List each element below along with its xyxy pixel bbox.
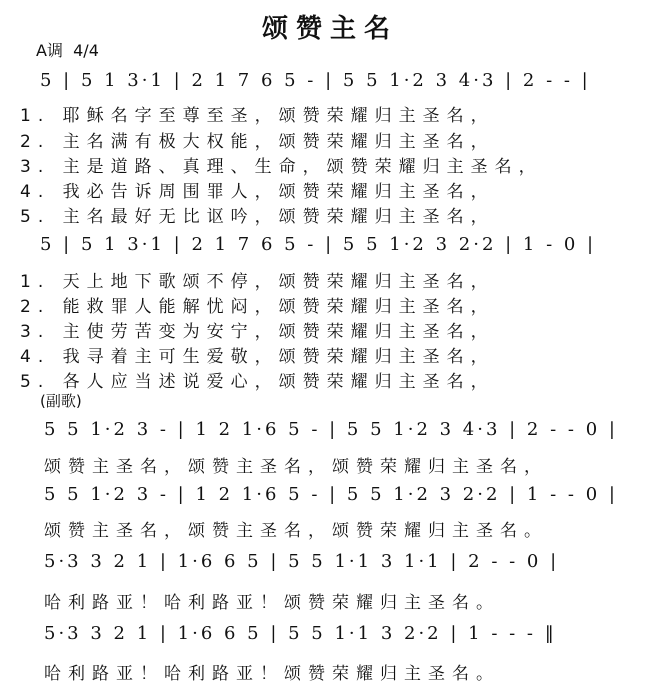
lyric-line: 1. 耶稣名字至尊至圣，颂赞荣耀归主圣名，: [20, 106, 495, 126]
chorus-lyric-3: 哈利路亚！哈利路亚！颂赞荣耀归主圣名。: [44, 593, 500, 613]
lyric-line: 3. 主是道路、真理、生命，颂赞荣耀归主圣名，: [20, 157, 543, 177]
key-signature: A调 4/4: [36, 41, 99, 60]
lyric-line: 1. 天上地下歌颂不停，颂赞荣耀归主圣名，: [20, 272, 495, 292]
chorus-melody-2: 5 5 1·2 3 - | 1 2 1·6 5 - | 5 5 1·2 3 2·2 | 1 - - 0 |: [44, 484, 618, 505]
chorus-melody-4: 5·3 3 2 1 | 1·6 6 5 | 5 5 1·1 3 2·2 | 1 - - - ‖: [44, 623, 557, 644]
lyric-line: 2. 能救罪人能解忧闷，颂赞荣耀归主圣名，: [20, 297, 495, 317]
lyric-line: 4. 我寻着主可生爱敬，颂赞荣耀归主圣名，: [20, 347, 495, 367]
lyric-line: 3. 主使劳苦变为安宁，颂赞荣耀归主圣名，: [20, 322, 495, 342]
melody-line-1: 5 | 5 1 3·1 | 2 1 7 6 5 - | 5 5 1·2 3 4·3 | 2 - - |: [40, 70, 591, 91]
song-title: 颂赞主名: [261, 14, 398, 44]
lyric-line: 5. 各人应当述说爱心，颂赞荣耀归主圣名，: [20, 372, 495, 392]
chorus-melody-3: 5·3 3 2 1 | 1·6 6 5 | 5 5 1·1 3 1·1 | 2 - - 0 |: [44, 551, 560, 572]
lyric-line: 2. 主名满有极大权能，颂赞荣耀归主圣名，: [20, 132, 495, 152]
chorus-label: (副歌): [40, 392, 82, 410]
chorus-lyric-1: 颂赞主圣名，颂赞主圣名，颂赞荣耀归主圣名，: [44, 457, 548, 477]
chorus-lyric-2: 颂赞主圣名，颂赞主圣名，颂赞荣耀归主圣名。: [44, 521, 548, 541]
chorus-lyric-4: 哈利路亚！哈利路亚！颂赞荣耀归主圣名。: [44, 664, 500, 684]
lyric-line: 5. 主名最好无比讴吟，颂赞荣耀归主圣名，: [20, 207, 495, 227]
lyric-line: 4. 我必告诉周围罪人，颂赞荣耀归主圣名，: [20, 182, 495, 202]
melody-line-2: 5 | 5 1 3·1 | 2 1 7 6 5 - | 5 5 1·2 3 2·2 | 1 - 0 |: [40, 234, 597, 255]
chorus-melody-1: 5 5 1·2 3 - | 1 2 1·6 5 - | 5 5 1·2 3 4·3 | 2 - - 0 |: [44, 419, 618, 440]
